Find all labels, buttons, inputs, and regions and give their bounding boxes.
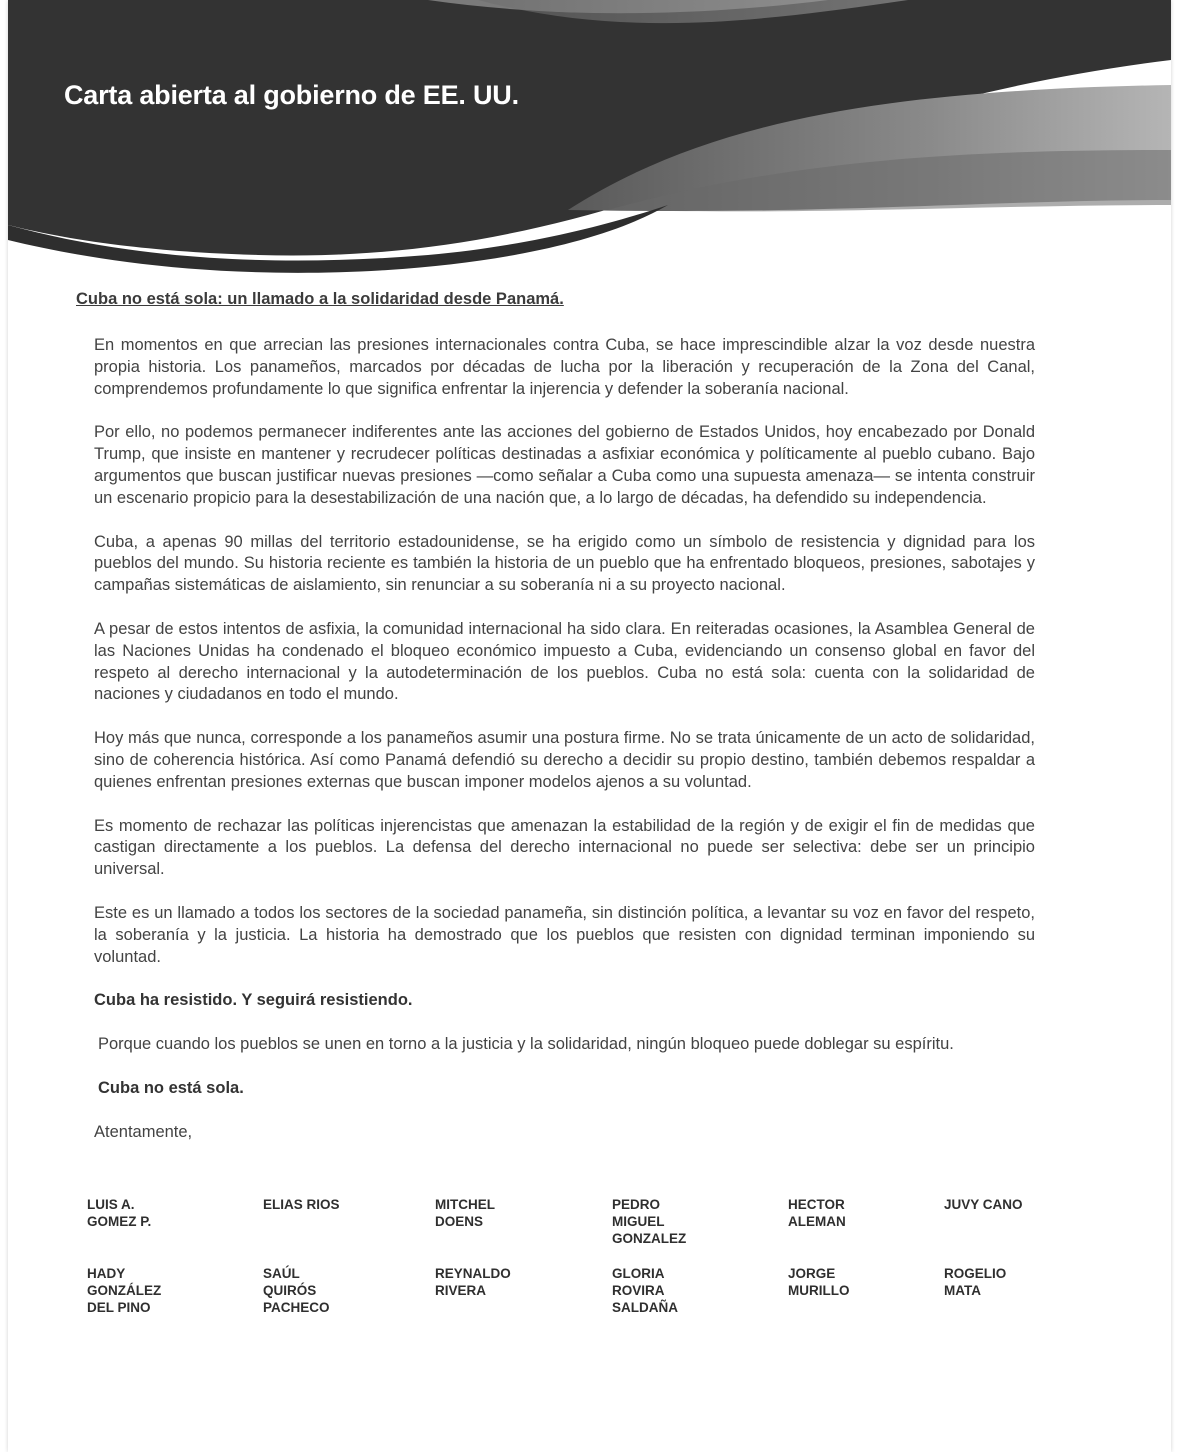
- header-wave-banner: [8, 0, 1171, 290]
- signatory-name: ROGELIO MATA: [944, 1266, 1007, 1298]
- paragraph-3: Cuba, a apenas 90 millas del territorio estadounidense, se ha erigido como un símbolo de resistencia y dignidad para los pueblos del mundo. Su historia reciente es también la historia de un pueblo que ha enfrentado bloqueos, presiones, sabotajes y campañas sistemáticas de aislamiento, sin renunciar a su soberanía ni a su proyecto nacional.: [94, 532, 1035, 595]
- signatory-name: JUVY CANO: [944, 1197, 1023, 1212]
- closing-line: Porque cuando los pueblos se unen en torno a la justicia y la solidaridad, ningún bloqueo puede doblegar su espíritu.: [98, 1035, 954, 1054]
- signatory-name: HADY GONZÁLEZ DEL PINO: [87, 1266, 162, 1315]
- document-title: Carta abierta al gobierno de EE. UU.: [64, 80, 519, 110]
- paragraph-7: Este es un llamado a todos los sectores de la sociedad panameña, sin distinción política, a levantar su voz en favor del respeto, la soberanía y la justicia. La historia ha demostrado que los pueblos que resisten con dignidad terminan imponiendo su voluntad.: [94, 903, 1035, 966]
- paragraph-2: Por ello, no podemos permanecer indiferentes ante las acciones del gobierno de Estados Unidos, hoy encabezado por Donald Trump, que insiste en mantener y recrudecer políticas destinadas a asfixiar económica y políticamente al pueblo cubano. Bajo argumentos que buscan justificar nuevas presiones —como señalar a Cuba como una supuesta amenaza— se intenta construir un escenario propicio para la desestabilización de una nación que, a lo largo de décadas, ha defendido su independencia.: [94, 423, 1035, 507]
- signatories-grid: [87, 1196, 1047, 1316]
- letter-body: [94, 335, 1035, 1166]
- letter-subtitle: Cuba no está sola: un llamado a la solidaridad desde Panamá.: [76, 290, 564, 308]
- signatory-name: SAÚL QUIRÓS PACHECO: [263, 1266, 330, 1315]
- bold-closing: Cuba no está sola.: [98, 1078, 244, 1097]
- signatory-name: ELIAS RIOS: [263, 1197, 340, 1212]
- signatory-name: GLORIA ROVIRA SALDAÑA: [612, 1266, 678, 1315]
- paragraph-1: En momentos en que arrecian las presiones internacionales contra Cuba, se hace imprescindible alzar la voz desde nuestra propia historia. Los panameños, marcados por décadas de lucha por la liberación y recuperación de la Zona del Canal, comprendemos profundamente lo que significa enfrentar la injerencia y defender la soberanía nacional.: [94, 336, 1035, 398]
- signatory-name: MITCHEL DOENS: [435, 1197, 495, 1229]
- paragraph-5: Hoy más que nunca, corresponde a los panameños asumir una postura firme. No se trata únicamente de un acto de solidaridad, sino de coherencia histórica. Así como Panamá defendió su derecho a decidir su propio destino, también debemos respaldar a quienes enfrentan presiones externas que buscan imponer modelos ajenos a su voluntad.: [94, 729, 1035, 791]
- signatory-name: PEDRO MIGUEL GONZALEZ: [612, 1197, 687, 1246]
- paragraph-4: A pesar de estos intentos de asfixia, la comunidad internacional ha sido clara. En reiteradas ocasiones, la Asamblea General de las Naciones Unidas ha condenado el bloqueo económico impuesto a Cuba, evidenciando un consenso global en favor del respeto al derecho internacional y la autodeterminación de los pueblos. Cuba no está sola: cuenta con la solidaridad de naciones y ciudadanos en todo el mundo.: [94, 619, 1035, 704]
- letter-page: [8, 0, 1171, 1452]
- bold-statement: Cuba ha resistido. Y seguirá resistiendo.: [94, 991, 413, 1010]
- signatory-name: JORGE MURILLO: [788, 1266, 850, 1298]
- signatory-name: REYNALDO RIVERA: [435, 1266, 511, 1298]
- signatory-name: HECTOR ALEMAN: [788, 1197, 846, 1229]
- paragraph-6: Es momento de rechazar las políticas injerencistas que amenazan la estabilidad de la región y de exigir el fin de medidas que castigan directamente a los pueblos. La defensa del derecho internacional no puede ser selectiva: debe ser un principio universal.: [94, 816, 1035, 879]
- signatory-name: LUIS A. GOMEZ P.: [87, 1197, 152, 1229]
- regards: Atentamente,: [94, 1122, 193, 1141]
